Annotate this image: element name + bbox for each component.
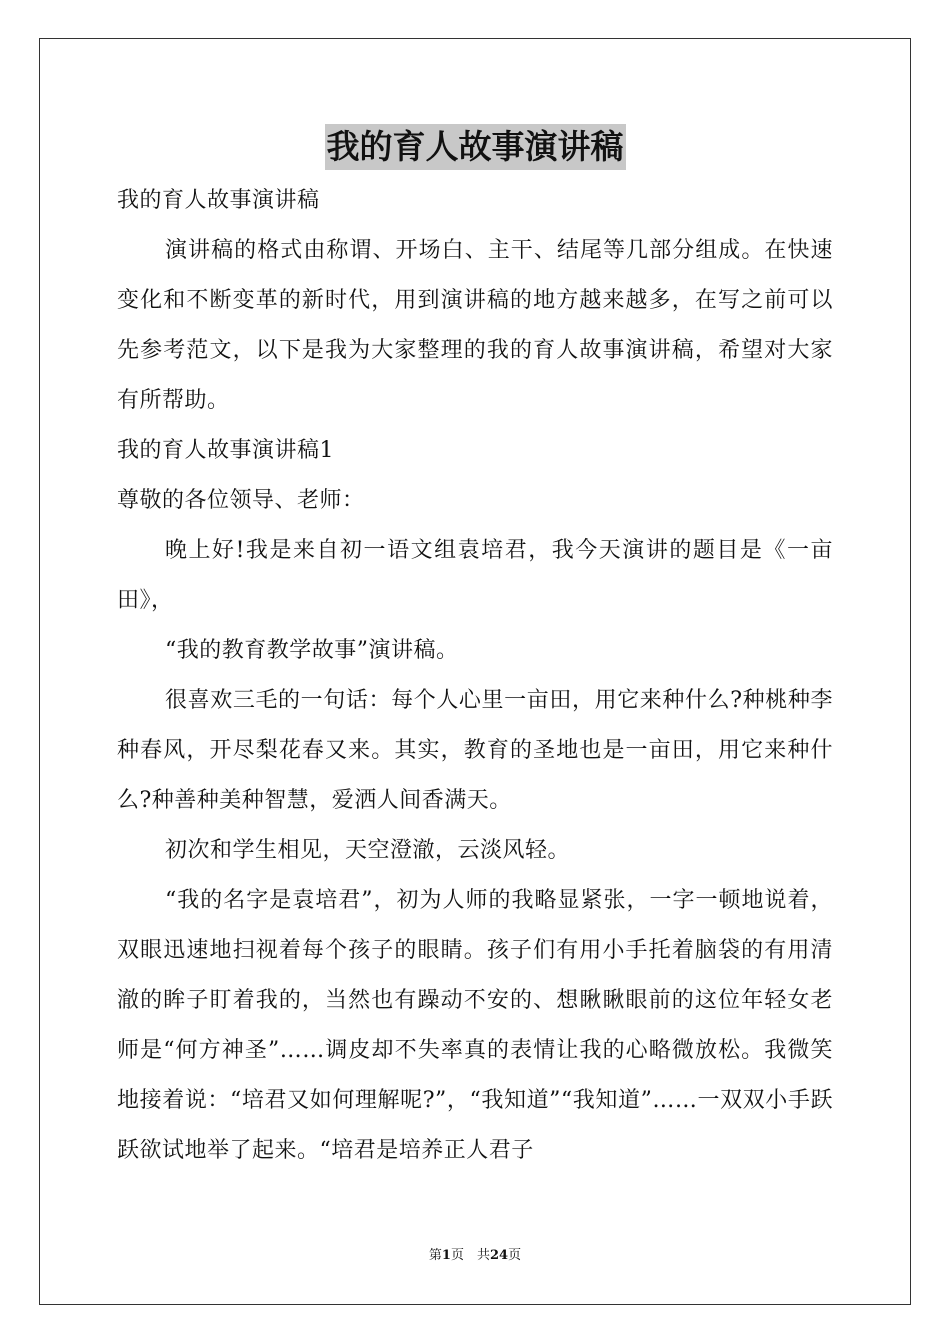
document-title: 我的育人故事演讲稿 (325, 124, 626, 170)
page-suffix: 页 (508, 1248, 522, 1263)
body-paragraph: 很喜欢三毛的一句话：每个人心里一亩田，用它来种什么?种桃种李种春风，开尽梨花春又来。其实，教育的圣地也是一亩田，用它来种什么?种善种美种智慧，爱洒人间香满天。 (117, 688, 833, 813)
body-paragraph: 初次和学生相见，天空澄澈，云淡风轻。 (165, 838, 571, 863)
page-prefix: 第 (428, 1248, 442, 1263)
page-footer (0, 1246, 950, 1266)
page-mid: 页 共 (450, 1248, 490, 1263)
document-subtitle: 我的育人故事演讲稿 (117, 188, 320, 213)
intro-paragraph: 演讲稿的格式由称谓、开场白、主干、结尾等几部分组成。在快速变化和不断变革的新时代，用到演讲稿的地方越来越多，在写之前可以先参考范文，以下是我为大家整理的我的育人故事演讲稿，希望对大家有所帮助。 (117, 238, 833, 413)
page-total: 24 (489, 1248, 509, 1263)
page-current: 1 (441, 1248, 451, 1263)
section-heading: 我的育人故事演讲稿1 (117, 438, 334, 463)
body-paragraph: 晚上好!我是来自初一语文组袁培君，我今天演讲的题目是《一亩田》， (117, 538, 833, 613)
body-paragraph: “我的名字是袁培君”，初为人师的我略显紧张，一字一顿地说着，双眼迅速地扫视着每个孩子的眼睛。孩子们有用小手托着脑袋的有用清澈的眸子盯着我的，当然也有躁动不安的、想瞅瞅眼前的这位年轻女老师是“何方神圣”……调皮却不失率真的表情让我的心略微放松。我微笑地接着说：“培君又如何理解呢?”，“我知道”“我知道”……一双双小手跃跃欲试地举了起来。“培君是培养正人君子 (117, 888, 833, 1163)
salutation: 尊敬的各位领导、老师： (117, 488, 365, 513)
body-paragraph: “我的教育教学故事”演讲稿。 (165, 638, 459, 663)
title-container (0, 124, 950, 170)
document-body (117, 176, 833, 1176)
